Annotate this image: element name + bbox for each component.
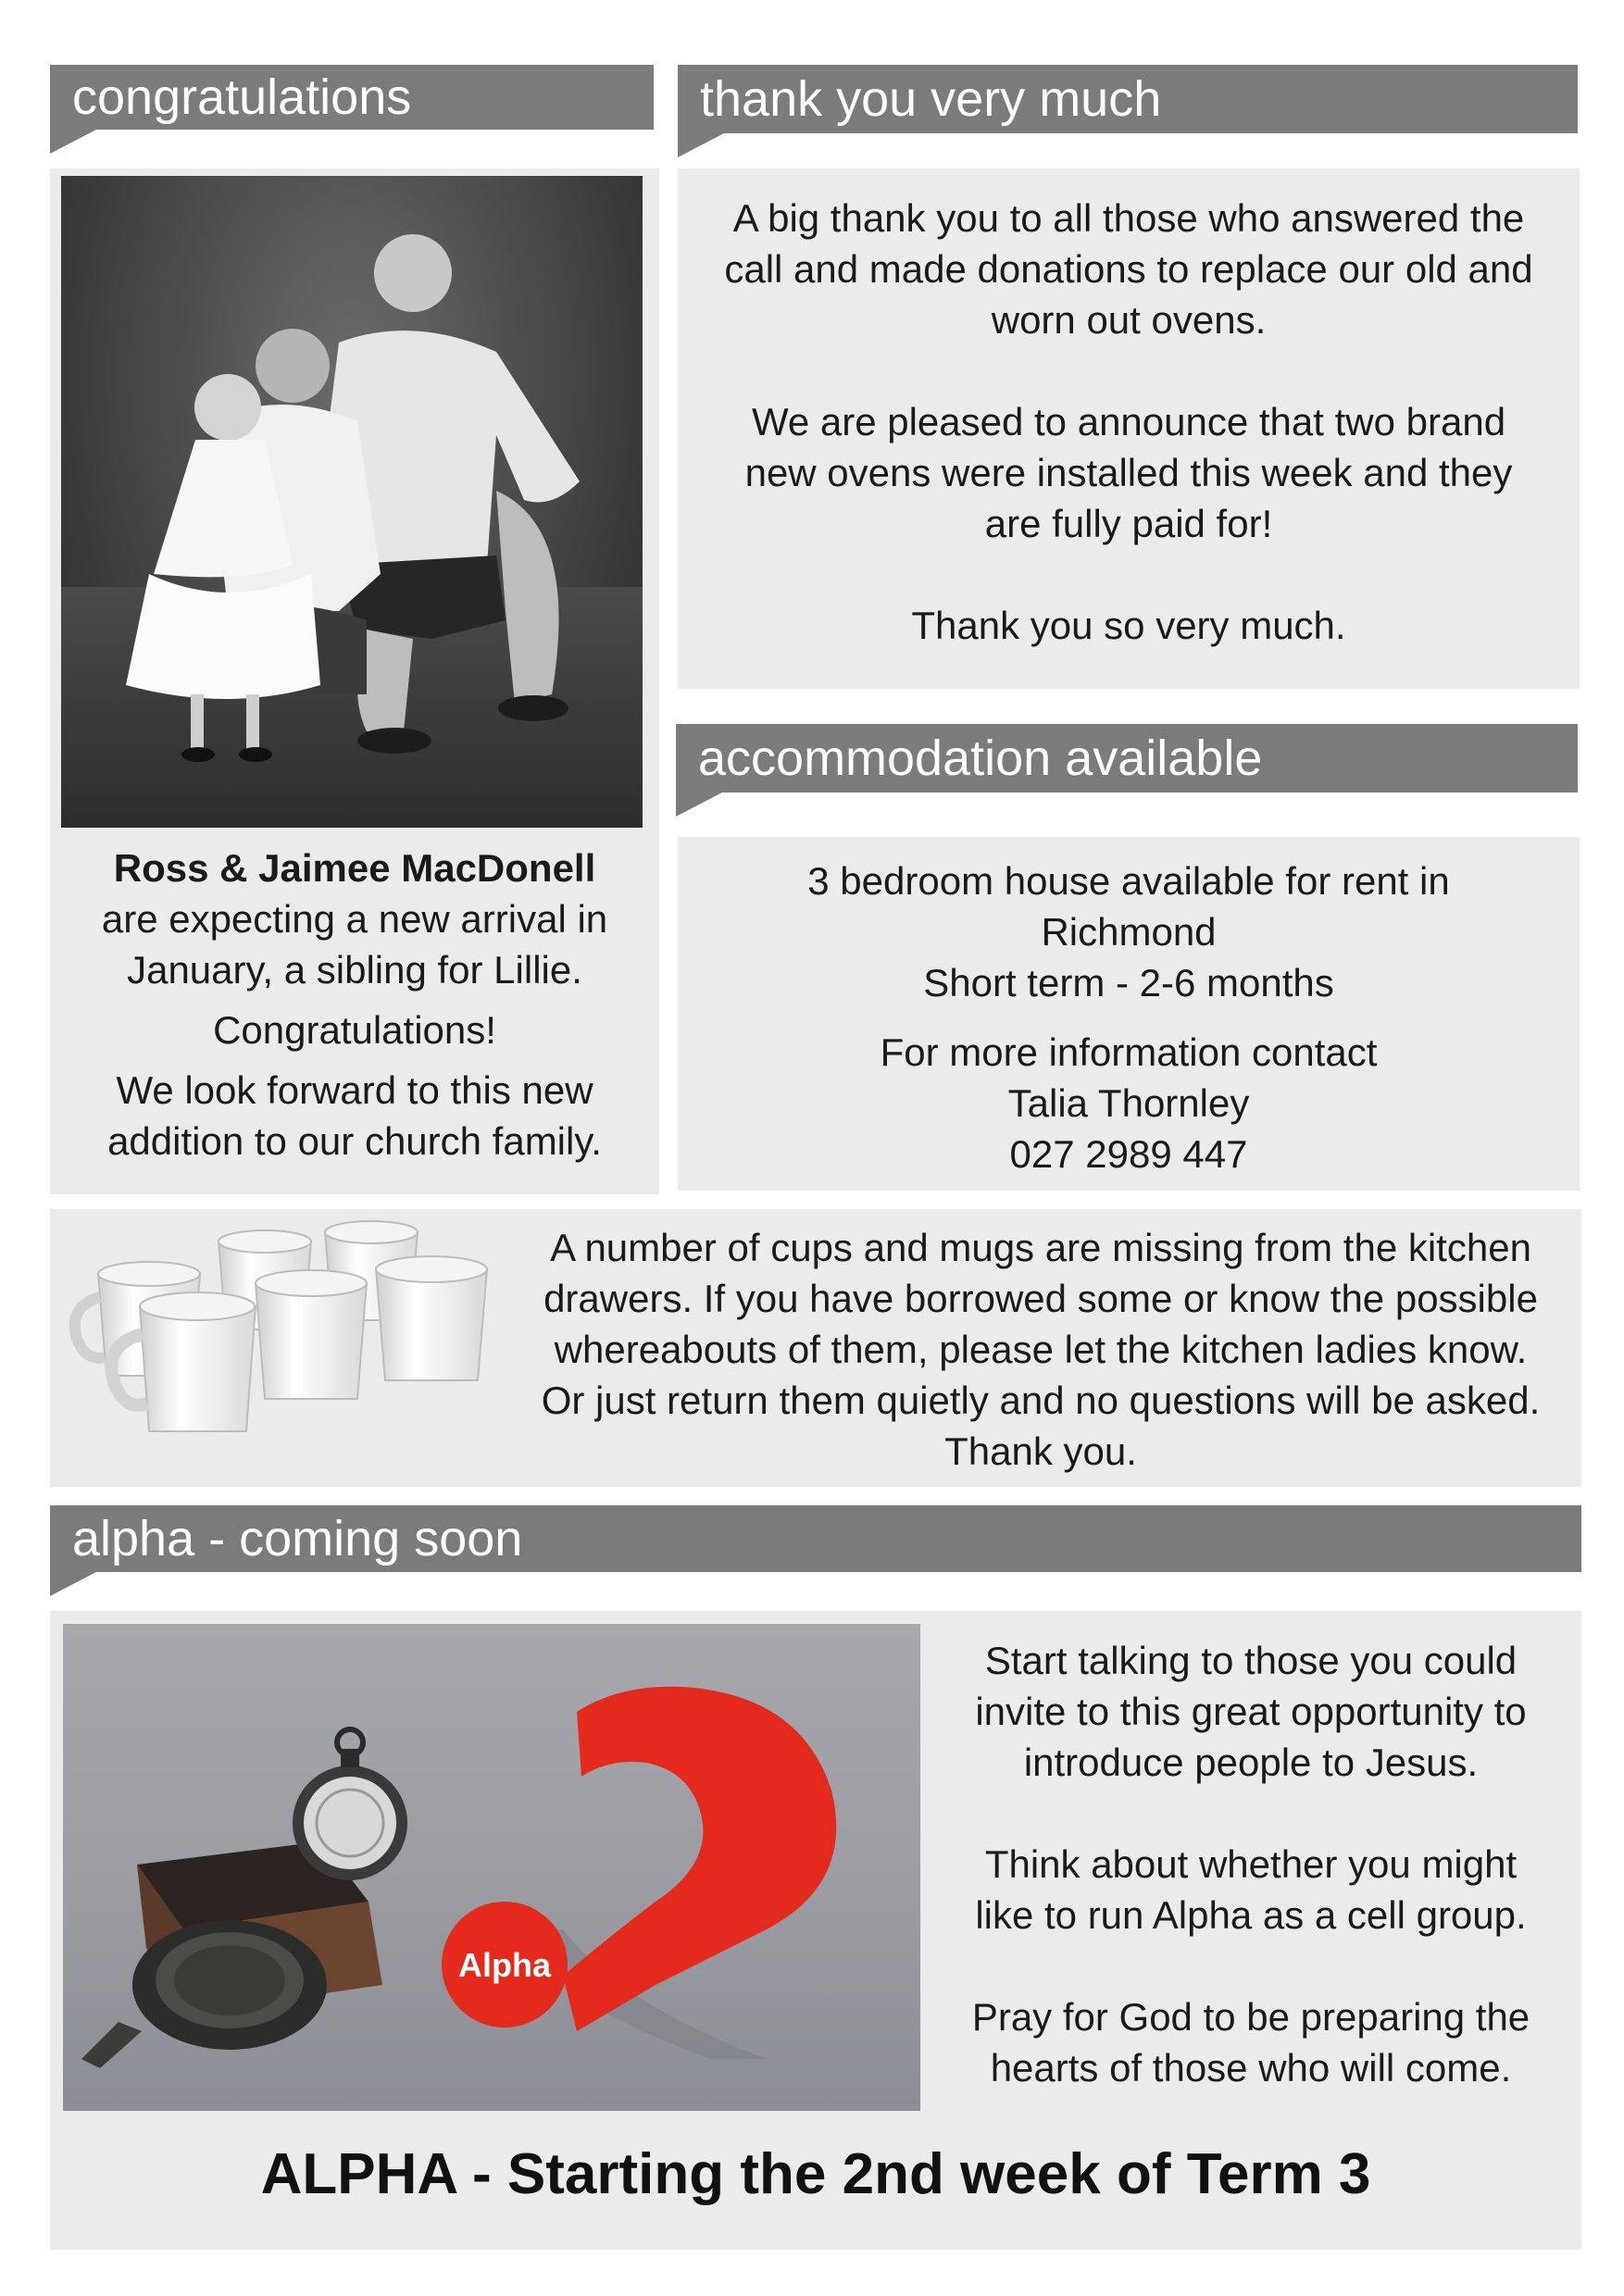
thank-you-line: We are pleased to announce that two brand [751,400,1506,443]
alpha-panel [50,1611,1581,2250]
accommodation-panel [678,837,1580,1191]
congrats-line: January, a sibling for Lillie. [127,948,582,992]
congrats-line: Congratulations! [213,1008,496,1052]
family-photo-figures [61,176,643,828]
alpha-line: introduce people to Jesus. [1023,1741,1479,1784]
thank-you-text [678,193,1580,651]
cups-line: A number of cups and mugs are missing from the kitchen [550,1226,1531,1269]
congratulations-header-label: congratulations [72,69,412,125]
congratulations-text [50,842,659,1167]
alpha-line: hearts of those who will come. [990,2046,1512,2090]
thank-you-line: Thank you so very much. [911,604,1346,647]
congratulations-header [50,65,654,130]
congrats-line: addition to our church family. [107,1119,602,1163]
missing-cups-panel [50,1209,1581,1487]
thank-you-line: A big thank you to all those who answered the [732,196,1525,240]
thank-you-panel [678,168,1580,689]
accommodation-line: Richmond [1041,910,1217,954]
congratulations-panel [50,168,659,1194]
cups-line: drawers. If you have borrowed some or know the possible [543,1277,1538,1320]
accommodation-text [678,855,1580,1179]
alpha-header-label: alpha - coming soon [72,1511,523,1566]
accommodation-line: 3 bedroom house available for rent in [807,859,1450,903]
accommodation-line: For more information contact [880,1030,1378,1074]
alpha-line: like to run Alpha as a cell group. [975,1893,1527,1937]
congrats-line: We look forward to this new [116,1068,593,1112]
thank-you-header [678,65,1578,133]
alpha-badge: Alpha [457,1946,552,1984]
alpha-header [50,1505,1581,1572]
accommodation-header-label: accommodation available [698,730,1263,786]
cups-line: Or just return them quietly and no questions will be asked. [541,1379,1541,1422]
cups-line: whereabouts of them, please let the kitchen ladies know. [554,1328,1528,1371]
alpha-line: Pray for God to be preparing the [971,1995,1530,2039]
cups-line: Thank you. [944,1429,1137,1473]
contact-phone: 027 2989 447 [1009,1132,1248,1176]
accommodation-line: Short term - 2-6 months [923,961,1334,1004]
thank-you-line: are fully paid for! [984,502,1273,545]
alpha-line: invite to this great opportunity to [975,1690,1527,1733]
contact-name: Talia Thornley [1007,1081,1250,1125]
accommodation-header [676,724,1578,792]
congrats-line: are expecting a new arrival in [101,897,608,941]
missing-cups-text [508,1222,1573,1477]
alpha-image-art [63,1624,920,2111]
alpha-line: Start talking to those you could [984,1639,1518,1682]
thank-you-line: worn out ovens. [991,298,1267,342]
family-photo [61,176,643,828]
alpha-image [63,1624,920,2111]
alpha-banner: ALPHA - Starting the 2nd week of Term 3 [260,2142,1371,2206]
alpha-text [920,1635,1581,2093]
thank-you-line: call and made donations to replace our old and [724,247,1533,291]
cups-image [61,1218,506,1478]
thank-you-header-label: thank you very much [700,71,1162,127]
thank-you-line: new ovens were installed this week and they [744,451,1513,494]
alpha-line: Think about whether you might [984,1842,1518,1886]
couple-name: Ross & Jaimee MacDonell [113,846,596,890]
